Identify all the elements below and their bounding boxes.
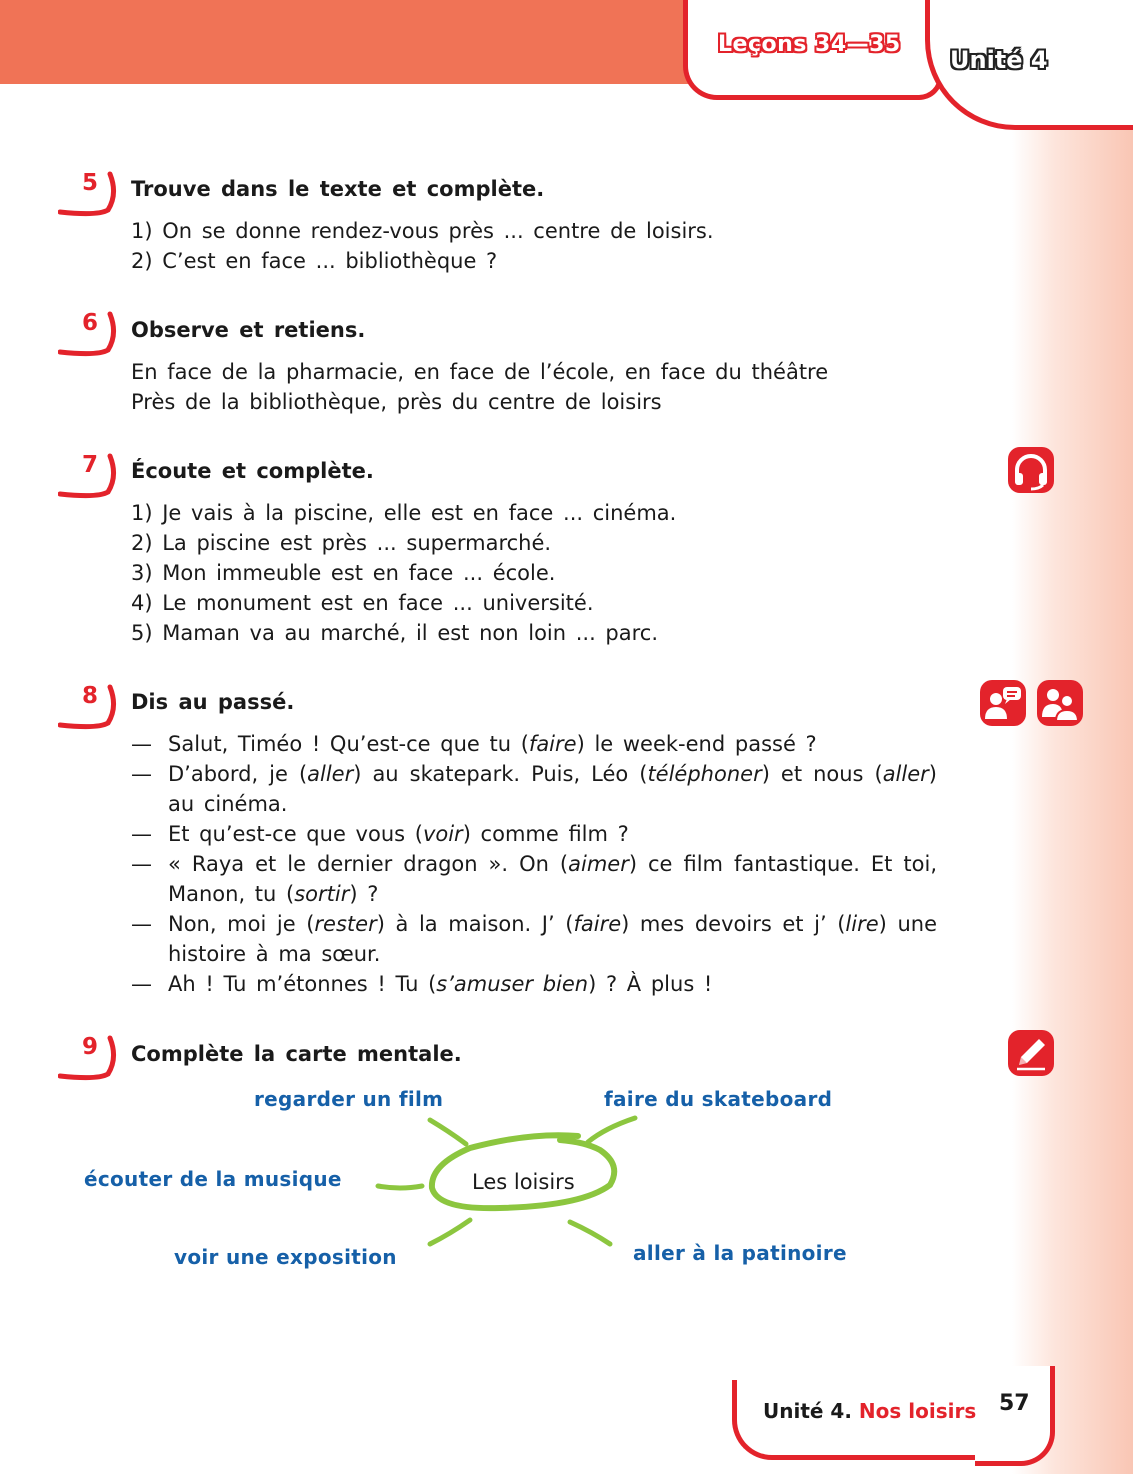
mind-map-center: Les loisirs [472,1170,575,1194]
mind-map-branch: regarder un film [254,1087,444,1111]
speaking-pair-icon [979,679,1027,727]
exercise-number-7: 7 [58,452,116,500]
exercise-title: Complète la carte mentale. [131,1042,462,1066]
exercise-title: Trouve dans le texte et complète. [131,177,545,201]
mind-map-branch: voir une exposition [174,1245,397,1269]
lessons-badge: Leçons 34—35 [718,32,901,57]
footer-theme: Nos loisirs [858,1399,977,1423]
footer-unit: Unité 4. Nos loisirs [763,1399,977,1423]
exercise-line: 1) On se donne rendez-vous près ... centre de loisirs. [131,219,714,243]
dialogue-line: — « Raya et le dernier dragon ». On (aimer) ce film fantastique. Et toi, Manon, tu (sortir) ? [131,852,937,906]
exercise-line: Près de la bibliothèque, près du centre de loisirs [131,390,662,414]
exercise-number-6: 6 [58,310,116,358]
exercise-line: 4) Le monument est en face ... université. [131,591,594,615]
page-number: 57 [999,1391,1030,1416]
dialogue-line: — Et qu’est-ce que vous (voir) comme film ? [131,822,629,846]
pencil-icon [1007,1029,1055,1077]
exercise-line: 1) Je vais à la piscine, elle est en face ... cinéma. [131,501,677,525]
mind-map-branch: aller à la patinoire [633,1241,847,1265]
exercise-title: Dis au passé. [131,690,295,714]
dialogue-line: — Ah ! Tu m’étonnes ! Tu (s’amuser bien) ? À plus ! [131,972,713,996]
mind-map-branch: écouter de la musique [84,1167,342,1191]
exercise-line: 5) Maman va au marché, il est non loin ... parc. [131,621,659,645]
exercise-number-9: 9 [58,1034,116,1082]
exercise-line: En face de la pharmacie, en face de l’école, en face du théâtre [131,360,829,384]
exercise-line: 3) Mon immeuble est en face ... école. [131,561,556,585]
exercise-number-8: 8 [58,683,116,731]
page-edge-gradient [1012,0,1133,1474]
pair-work-icon [1036,679,1084,727]
dialogue-line: — D’abord, je (aller) au skatepark. Puis, Léo (téléphoner) et nous (aller) au cinéma. [131,762,937,816]
exercise-title: Écoute et complète. [131,459,374,483]
mind-map-branch: faire du skateboard [604,1087,833,1111]
exercise-title: Observe et retiens. [131,318,366,342]
exercise-line: 2) C’est en face ... bibliothèque ? [131,249,498,273]
exercise-number-5: 5 [58,170,116,218]
dialogue-line: — Salut, Timéo ! Qu’est-ce que tu (faire) le week-end passé ? [131,732,817,756]
exercise-line: 2) La piscine est près ... supermarché. [131,531,552,555]
header-bar [0,0,690,84]
headphones-icon [1007,446,1055,494]
unit-badge: Unité 4 [950,46,1048,74]
footer-page-tab [975,1366,1055,1466]
dialogue-line: — Non, moi je (rester) à la maison. J’ (faire) mes devoirs et j’ (lire) une histoire à ma sœur. [131,912,937,966]
